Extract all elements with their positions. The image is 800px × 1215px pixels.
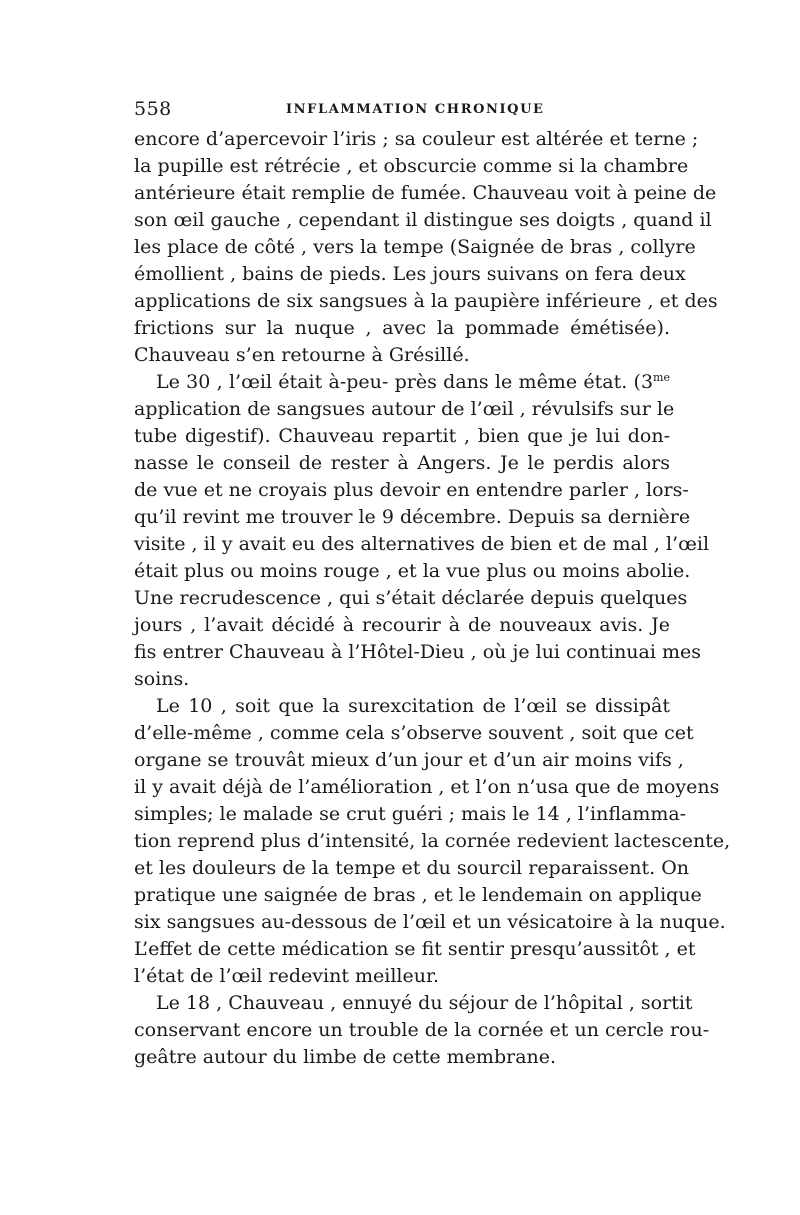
text-line: encore d’apercevoir l’iris ; sa couleur est altérée et terne ; bbox=[134, 128, 699, 150]
text-line: fis entrer Chauveau à l’Hôtel-Dieu , où je lui continuai mes bbox=[134, 641, 702, 663]
superscript: me bbox=[653, 371, 670, 384]
text-line: geâtre autour du limbe de cette membrane. bbox=[134, 1046, 557, 1068]
text-line: la pupille est rétrécie , et obscurcie comme si la chambre bbox=[134, 155, 689, 177]
text-line: et les douleurs de la tempe et du sourcil reparaissent. On bbox=[134, 857, 690, 879]
text-line: applications de six sangsues à la paupière inférieure , et des bbox=[134, 290, 718, 312]
text-line: conservant encore un trouble de la cornée et un cercle rou- bbox=[134, 1019, 710, 1041]
text-line: jours , l’avait décidé à recourir à de nouveaux avis. Je bbox=[134, 614, 670, 636]
text-line: l’état de l’œil redevint meilleur. bbox=[134, 965, 440, 987]
text-line: pratique une saignée de bras , et le lendemain on applique bbox=[134, 884, 702, 906]
text-line: il y avait déjà de l’amélioration , et l’on n’usa que de moyens bbox=[134, 776, 720, 798]
body-text bbox=[134, 126, 731, 1071]
text-line: application de sangsues autour de l’œil , révulsifs sur le bbox=[134, 398, 675, 420]
text-line-main: Le 30 , l’œil était à-peu- près dans le même état. (3 bbox=[156, 371, 654, 393]
text-line: son œil gauche , cependant il distingue ses doigts , quand il bbox=[134, 209, 712, 231]
text-line: qu’il revint me trouver le 9 décembre. Depuis sa dernière bbox=[134, 506, 691, 528]
text-line: frictions sur la nuque , avec la pommade émétisée). bbox=[134, 317, 670, 339]
text-line: Le 10 , soit que la surexcitation de l’œil se dissipât bbox=[156, 695, 670, 717]
text-line: les place de côté , vers la tempe (Saignée de bras , collyre bbox=[134, 236, 696, 258]
text-line: de vue et ne croyais plus devoir en entendre parler , lors- bbox=[134, 479, 689, 501]
text-line: soins. bbox=[134, 668, 190, 690]
text-line: simples; le malade se crut guéri ; mais le 14 , l’inflamma- bbox=[134, 803, 687, 825]
running-title: INFLAMMATION CHRONIQUE bbox=[286, 102, 545, 117]
text-line: tube digestif). Chauveau repartit , bien que je lui don- bbox=[134, 425, 670, 447]
page-number: 558 bbox=[134, 98, 172, 120]
text-line: nasse le conseil de rester à Angers. Je le perdis alors bbox=[134, 452, 670, 474]
text-line: six sangsues au-dessous de l’œil et un vésicatoire à la nuque. bbox=[134, 911, 726, 933]
text-line: visite , il y avait eu des alternatives de bien et de mal , l’œil bbox=[134, 533, 710, 555]
text-line: d’elle-même , comme cela s’observe souvent , soit que cet bbox=[134, 722, 694, 744]
text-line: antérieure était remplie de fumée. Chauveau voit à peine de bbox=[134, 182, 717, 204]
text-line: L’effet de cette médication se fit sentir presqu’aussitôt , et bbox=[134, 938, 696, 960]
text-line-with-superscript bbox=[134, 369, 670, 396]
running-head bbox=[134, 98, 670, 122]
text-line: Le 18 , Chauveau , ennuyé du séjour de l’hôpital , sortit bbox=[156, 992, 693, 1014]
text-line: tion reprend plus d’intensité, la cornée redevient lactescente, bbox=[134, 830, 731, 852]
text-line: était plus ou moins rouge , et la vue plus ou moins abolie. bbox=[134, 560, 691, 582]
text-line: organe se trouvât mieux d’un jour et d’un air moins vifs , bbox=[134, 749, 684, 771]
text-line: Chauveau s’en retourne à Grésillé. bbox=[134, 344, 470, 366]
text-line: émollient , bains de pieds. Les jours suivans on fera deux bbox=[134, 263, 686, 285]
text-line: Une recrudescence , qui s’était déclarée depuis quelques bbox=[134, 587, 688, 609]
